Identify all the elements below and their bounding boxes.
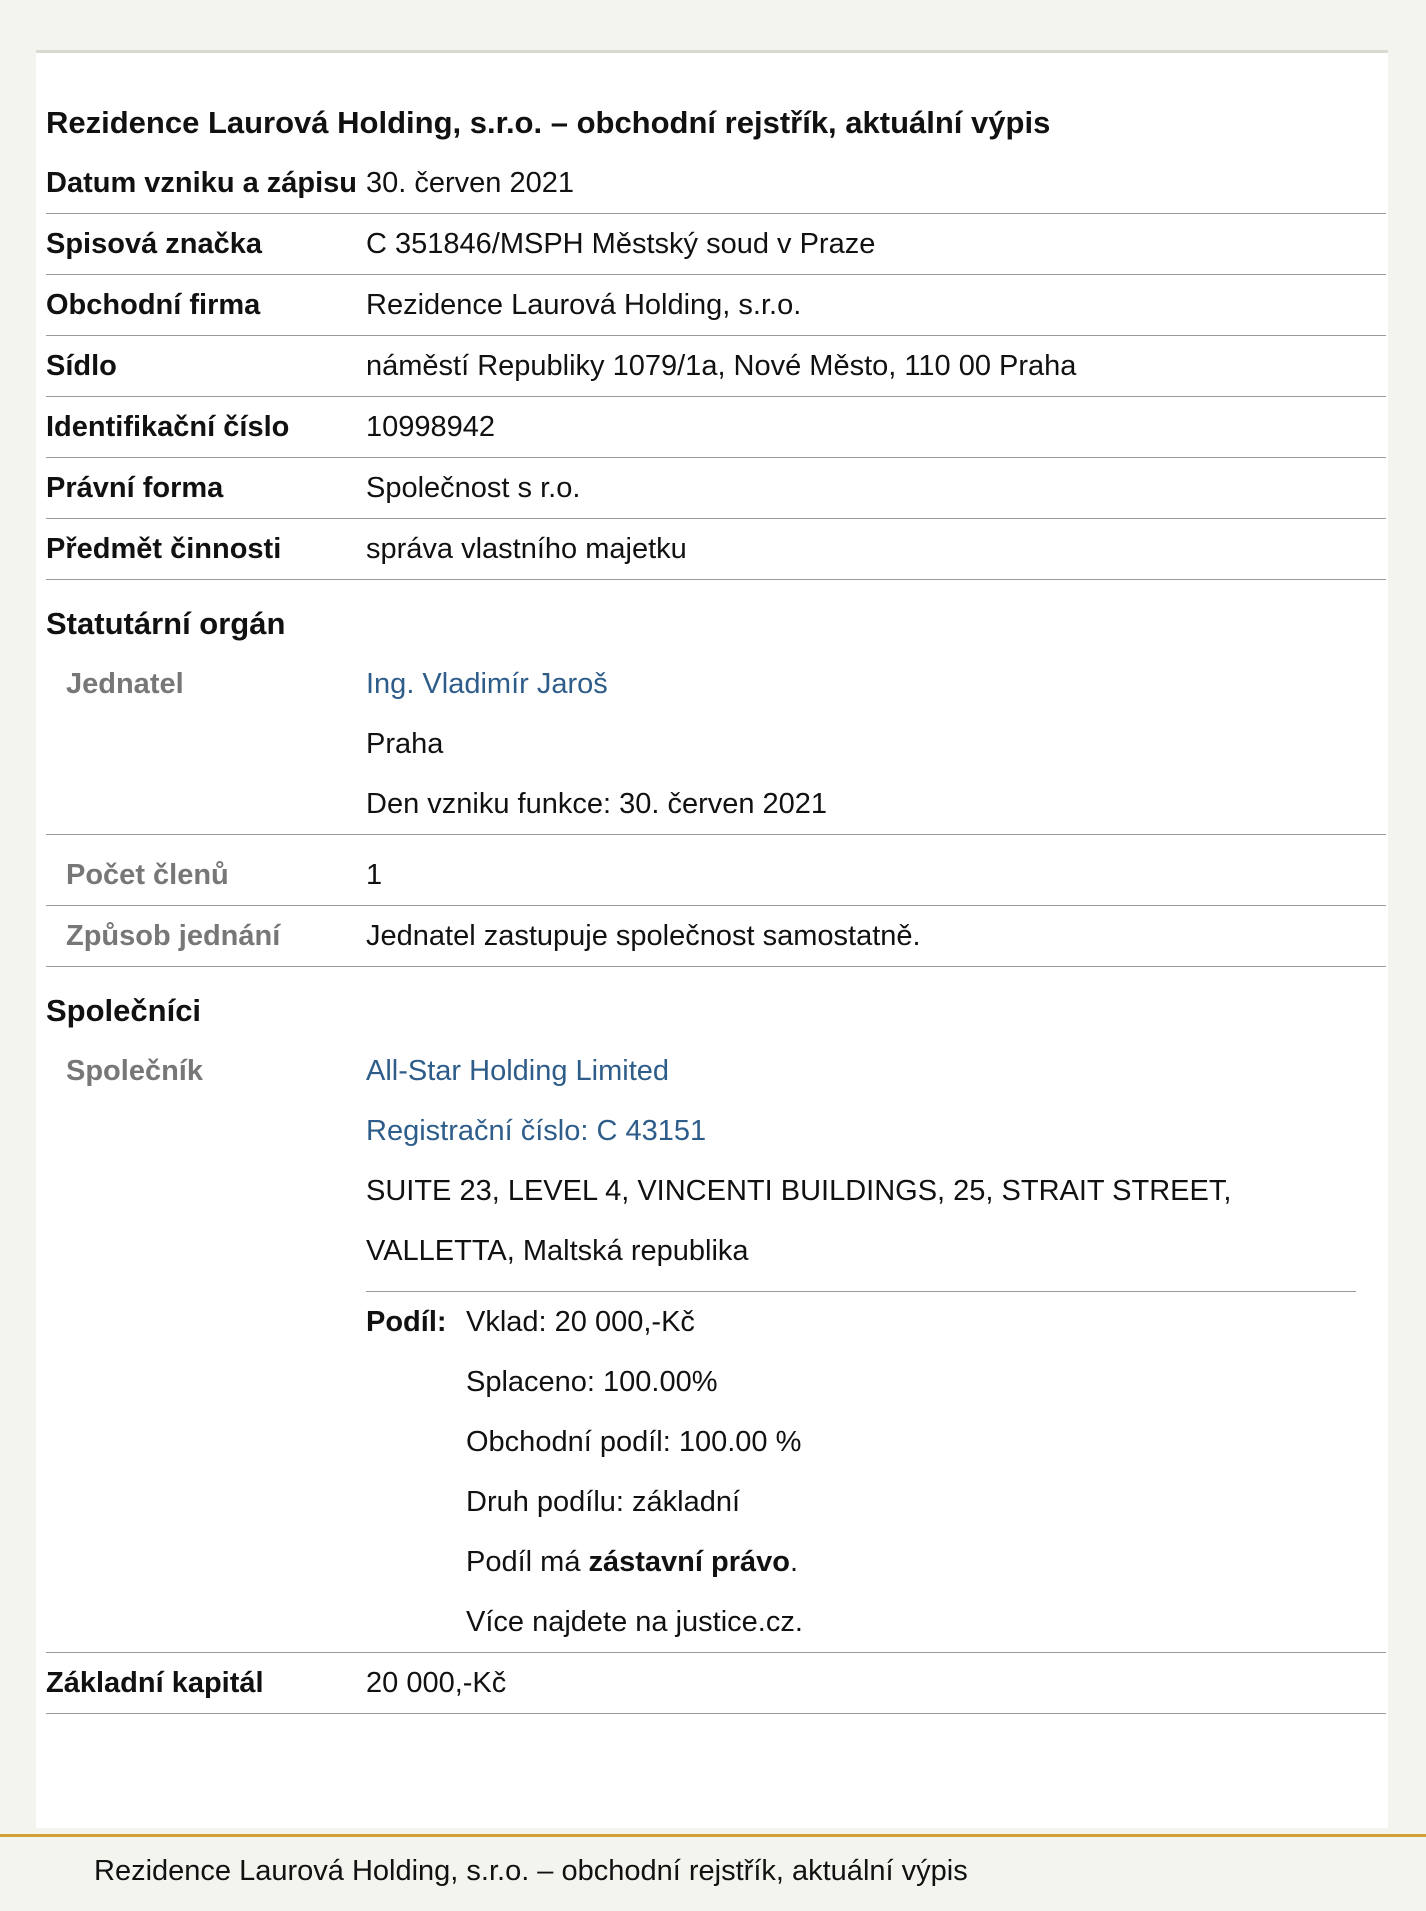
row-company-name bbox=[46, 275, 1386, 336]
conduct-value: Jednatel zastupuje společnost samostatně. bbox=[366, 920, 921, 952]
share-lien bbox=[466, 1532, 803, 1592]
row-partner bbox=[46, 1041, 1386, 1653]
row-capital bbox=[46, 1653, 1386, 1714]
statutory-heading: Statutární orgán bbox=[46, 606, 286, 641]
row-label: Právní forma bbox=[46, 472, 224, 504]
row-label: Identifikační číslo bbox=[46, 411, 290, 443]
jednatel-name-link[interactable]: Ing. Vladimír Jaroš bbox=[366, 668, 608, 700]
row-value: náměstí Republiky 1079/1a, Nové Město, 110 00 Praha bbox=[366, 350, 1077, 382]
lien-suffix: . bbox=[789, 1546, 799, 1578]
row-date bbox=[46, 153, 1386, 214]
share-type: Druh podílu: základní bbox=[466, 1486, 741, 1518]
share-business: Obchodní podíl: 100.00 % bbox=[466, 1426, 802, 1458]
share-paid: Splaceno: 100.00% bbox=[466, 1366, 718, 1398]
row-label: Sídlo bbox=[46, 350, 117, 382]
page-title: Rezidence Laurová Holding, s.r.o. – obchodní rejstřík, aktuální výpis bbox=[46, 105, 1051, 140]
row-conduct bbox=[46, 906, 1386, 967]
row-business-activity bbox=[46, 519, 1386, 580]
row-jednatel bbox=[46, 654, 1386, 835]
share-values bbox=[466, 1292, 803, 1652]
partner-address-line-1: SUITE 23, LEVEL 4, VINCENTI BUILDINGS, 25, STRAIT STREET, bbox=[366, 1175, 1232, 1207]
partners-heading: Společníci bbox=[46, 993, 202, 1028]
row-label: Datum vzniku a zápisu bbox=[46, 167, 358, 199]
conduct-label: Způsob jednání bbox=[66, 920, 281, 952]
row-label: Obchodní firma bbox=[46, 289, 261, 321]
members-label: Počet členů bbox=[66, 859, 229, 891]
partner-details bbox=[366, 1041, 1386, 1652]
footer-text: Rezidence Laurová Holding, s.r.o. – obchodní rejstřík, aktuální výpis bbox=[94, 1855, 968, 1887]
register-content bbox=[46, 93, 1386, 1714]
capital-value: 20 000,-Kč bbox=[366, 1667, 507, 1699]
share-block bbox=[366, 1292, 1386, 1652]
row-members bbox=[46, 835, 1386, 906]
row-label: Předmět činnosti bbox=[46, 533, 282, 565]
row-value: 30. červen 2021 bbox=[366, 167, 574, 199]
row-seat bbox=[46, 336, 1386, 397]
partner-label: Společník bbox=[66, 1055, 203, 1087]
partner-reg-link[interactable]: Registrační číslo: C 43151 bbox=[366, 1115, 707, 1147]
row-id-number bbox=[46, 397, 1386, 458]
row-value: 10998942 bbox=[366, 411, 496, 443]
row-legal-form bbox=[46, 458, 1386, 519]
share-deposit: Vklad: 20 000,-Kč bbox=[466, 1306, 695, 1338]
row-label: Spisová značka bbox=[46, 228, 262, 260]
row-value: Rezidence Laurová Holding, s.r.o. bbox=[366, 289, 802, 321]
lien-prefix: Podíl má bbox=[466, 1546, 589, 1578]
row-value: správa vlastního majetku bbox=[366, 533, 687, 565]
footer bbox=[0, 1834, 1426, 1911]
jednatel-details bbox=[366, 654, 1386, 834]
row-value: Společnost s r.o. bbox=[366, 472, 581, 504]
jednatel-city: Praha bbox=[366, 728, 444, 760]
members-value: 1 bbox=[366, 859, 383, 891]
lien-bold: zástavní právo bbox=[588, 1546, 790, 1578]
partner-address-line-2: VALLETTA, Maltská republika bbox=[366, 1235, 749, 1267]
row-file-number bbox=[46, 214, 1386, 275]
jednatel-label: Jednatel bbox=[66, 668, 184, 700]
partner-name-link[interactable]: All-Star Holding Limited bbox=[366, 1055, 670, 1087]
register-card bbox=[36, 50, 1388, 1828]
share-label: Podíl: bbox=[366, 1306, 447, 1338]
share-more: Více najdete na justice.cz. bbox=[466, 1606, 803, 1638]
jednatel-since: Den vzniku funkce: 30. červen 2021 bbox=[366, 788, 828, 820]
row-value: C 351846/MSPH Městský soud v Praze bbox=[366, 228, 876, 260]
capital-label: Základní kapitál bbox=[46, 1667, 264, 1699]
